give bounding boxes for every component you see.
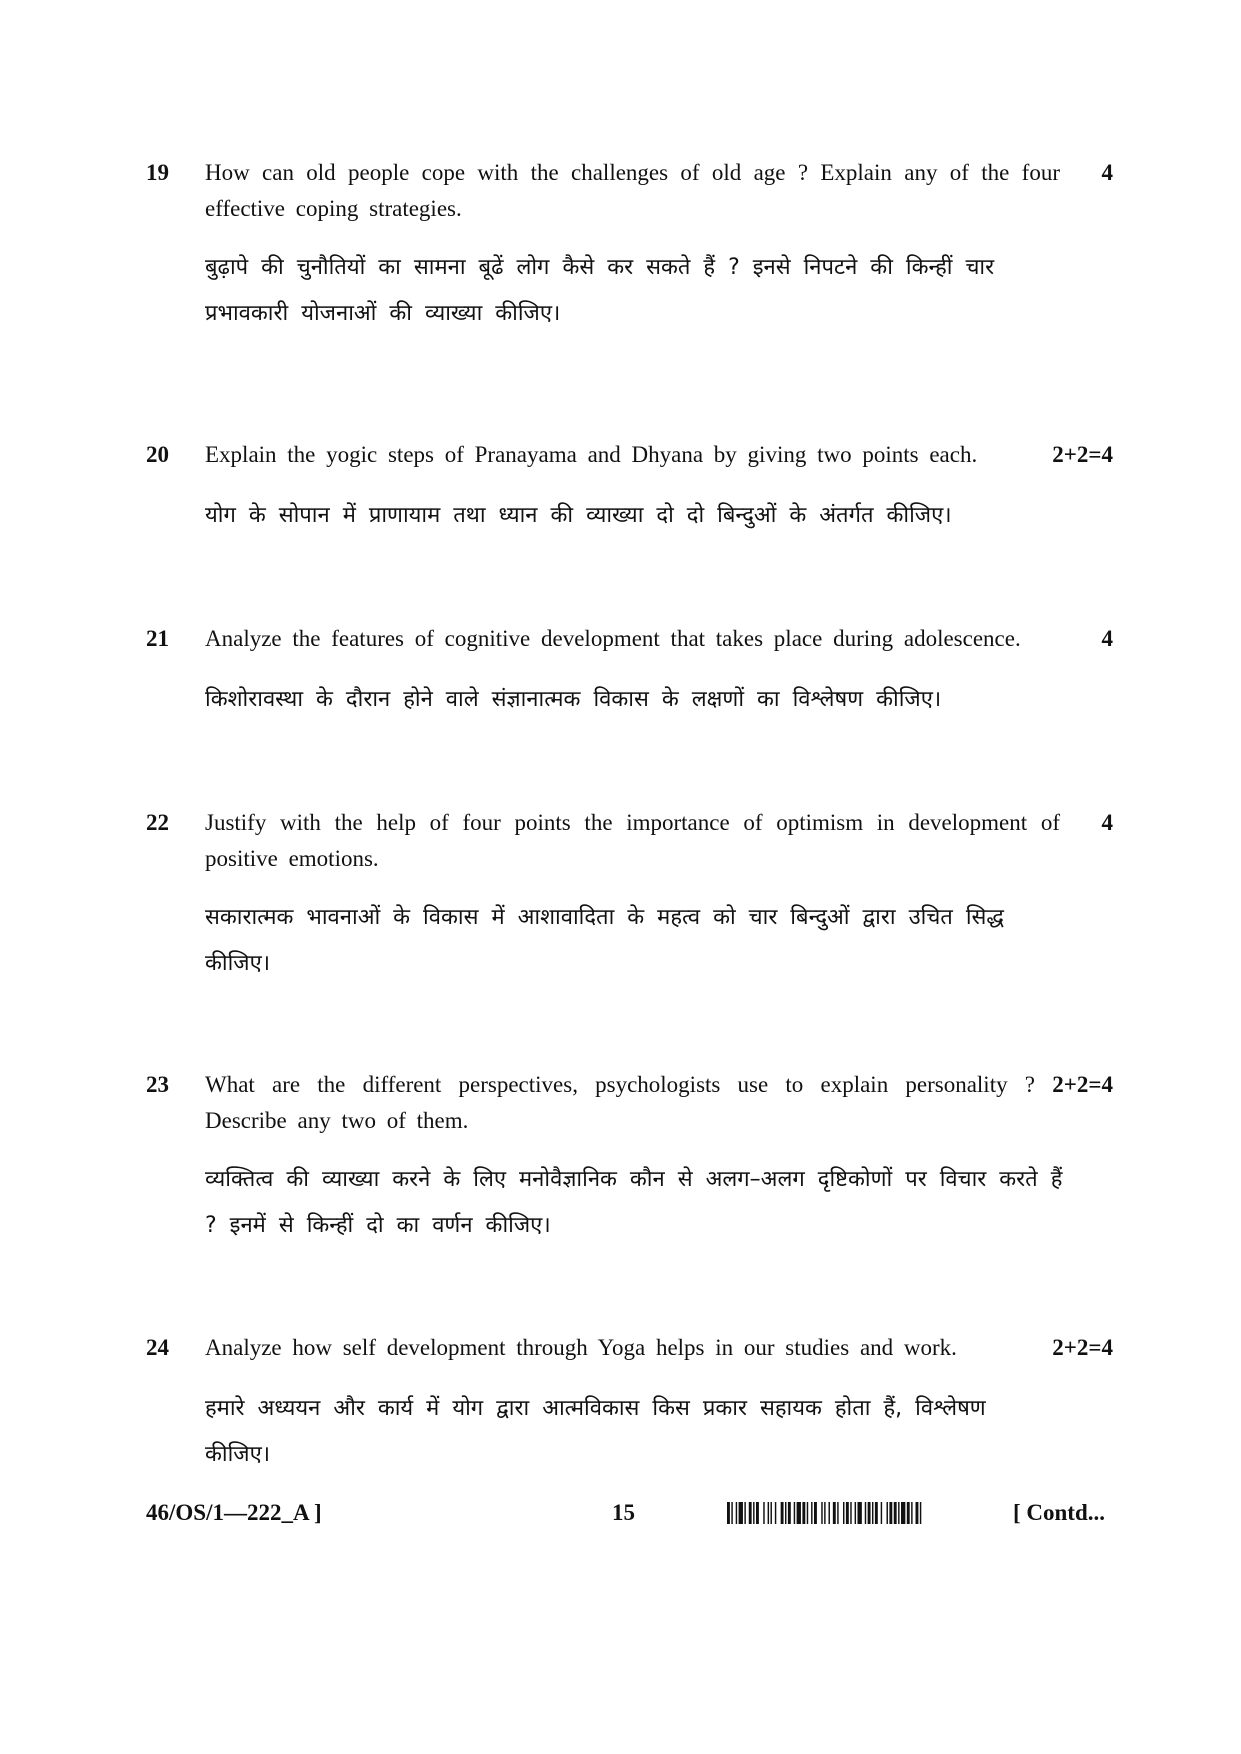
question-text-hindi: किशोरावस्था के दौरान होने वाले संज्ञानात्मक विकास के लक्षणों का विश्लेषण कीजिए। — [205, 687, 942, 712]
question-number: 21 — [146, 626, 169, 651]
question-number: 23 — [146, 1072, 169, 1097]
question-number: 24 — [146, 1335, 169, 1360]
continued-label: [ Contd... — [1013, 1500, 1106, 1525]
question-number: 22 — [146, 810, 169, 835]
question-text-hindi: योग के सोपान में प्राणायाम तथा ध्यान की व्याख्या दो दो बिन्दुओं के अंतर्गत कीजिए। — [205, 503, 952, 528]
question-text-hindi: बुढ़ापे की चुनौतियों का सामना बूढें लोग कैसे कर सकते हैं ? इनसे निपटने की किन्हीं चार प्रभावकारी योजनाओं की व्याख्या कीजिए। — [205, 255, 995, 326]
question-text-hindi: सकारात्मक भावनाओं के विकास में आशावादिता के महत्व को चार बिन्दुओं द्वारा उचित सिद्ध कीजिए। — [205, 905, 1004, 976]
question-text: Analyze the features of cognitive development that takes place during adolescence. — [205, 626, 1021, 651]
question-text: What are the different perspectives, psychologists use to explain personality ? Describe any two of them. — [205, 1072, 1035, 1133]
question-marks: 4 — [1101, 810, 1113, 835]
question-text: Justify with the help of four points the importance of optimism in development of positive emotions. — [205, 810, 1060, 871]
question-text: Explain the yogic steps of Pranayama and Dhyana by giving two points each. — [205, 442, 978, 467]
question-marks: 2+2=4 — [1052, 1335, 1113, 1360]
question-text: Analyze how self development through Yoga helps in our studies and work. — [205, 1335, 957, 1360]
page-number: 15 — [612, 1500, 635, 1525]
question-marks: 2+2=4 — [1052, 442, 1113, 467]
question-text: How can old people cope with the challenges of old age ? Explain any of the four effective coping strategies. — [205, 160, 1060, 221]
question-marks: 4 — [1101, 160, 1113, 185]
question-text-hindi: हमारे अध्ययन और कार्य में योग द्वारा आत्मविकास किस प्रकार सहायक होता हैं, विश्लेषण कीजिए। — [205, 1396, 986, 1467]
question-text-hindi: व्यक्तित्व की व्याख्या करने के लिए मनोवैज्ञानिक कौन से अलग–अलग दृष्टिकोणों पर विचार करते हैं ? इनमें से किन्हीं दो का वर्णन कीजिए। — [205, 1167, 1063, 1238]
question-marks: 4 — [1101, 626, 1113, 651]
barcode-icon — [727, 1502, 990, 1524]
question-number: 19 — [146, 160, 169, 185]
paper-code: 46/OS/1—222_A ] — [146, 1500, 322, 1525]
question-marks: 2+2=4 — [1052, 1072, 1113, 1097]
page-footer — [0, 1495, 1241, 1535]
question-number: 20 — [146, 442, 169, 467]
